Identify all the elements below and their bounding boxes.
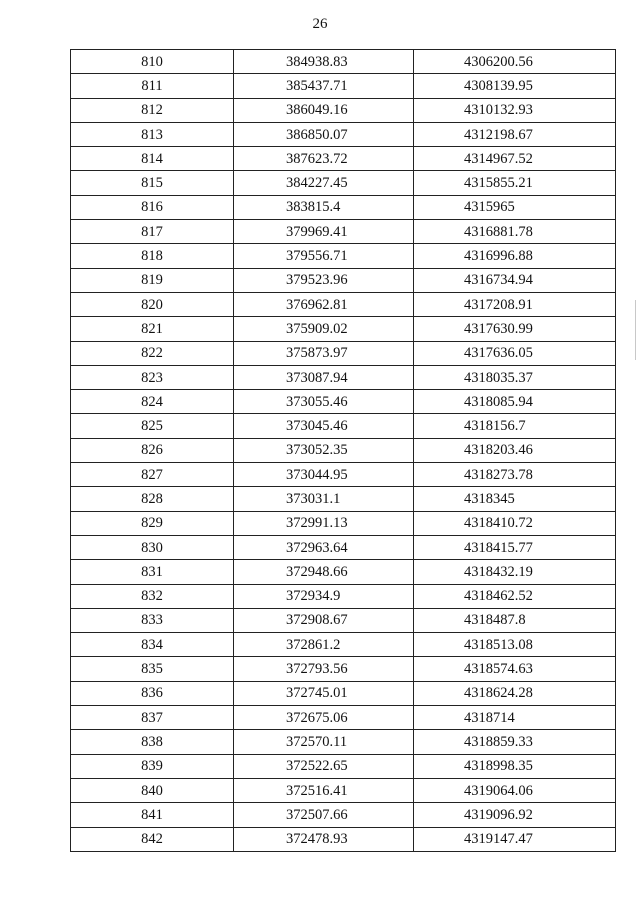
table-row	[71, 171, 616, 195]
x-coordinate-cell: 372522.65	[234, 754, 414, 778]
x-coordinate-cell: 373045.46	[234, 414, 414, 438]
table-row	[71, 560, 616, 584]
y-coordinate-cell: 4318345	[414, 487, 616, 511]
y-coordinate-cell: 4318432.19	[414, 560, 616, 584]
x-coordinate-cell: 372507.66	[234, 803, 414, 827]
x-coordinate-cell: 372934.9	[234, 584, 414, 608]
table-row	[71, 535, 616, 559]
coordinates-table-body	[71, 50, 616, 852]
point-number-cell: 839	[71, 754, 234, 778]
point-number-cell: 834	[71, 633, 234, 657]
y-coordinate-cell: 4318410.72	[414, 511, 616, 535]
point-number-cell: 829	[71, 511, 234, 535]
x-coordinate-cell: 372570.11	[234, 730, 414, 754]
table-row	[71, 292, 616, 316]
y-coordinate-cell: 4316996.88	[414, 244, 616, 268]
table-row	[71, 608, 616, 632]
point-number-cell: 813	[71, 122, 234, 146]
y-coordinate-cell: 4317630.99	[414, 317, 616, 341]
table-row	[71, 50, 616, 74]
x-coordinate-cell: 384227.45	[234, 171, 414, 195]
y-coordinate-cell: 4318487.8	[414, 608, 616, 632]
x-coordinate-cell: 379523.96	[234, 268, 414, 292]
y-coordinate-cell: 4319096.92	[414, 803, 616, 827]
x-coordinate-cell: 372861.2	[234, 633, 414, 657]
y-coordinate-cell: 4318035.37	[414, 365, 616, 389]
table-row	[71, 803, 616, 827]
x-coordinate-cell: 372948.66	[234, 560, 414, 584]
x-coordinate-cell: 372745.01	[234, 681, 414, 705]
y-coordinate-cell: 4318714	[414, 706, 616, 730]
x-coordinate-cell: 387623.72	[234, 147, 414, 171]
y-coordinate-cell: 4316734.94	[414, 268, 616, 292]
table-row	[71, 220, 616, 244]
point-number-cell: 835	[71, 657, 234, 681]
x-coordinate-cell: 386850.07	[234, 122, 414, 146]
table-row	[71, 754, 616, 778]
point-number-cell: 815	[71, 171, 234, 195]
y-coordinate-cell: 4318156.7	[414, 414, 616, 438]
table-row	[71, 244, 616, 268]
table-row	[71, 633, 616, 657]
table-row	[71, 827, 616, 851]
point-number-cell: 814	[71, 147, 234, 171]
point-number-cell: 819	[71, 268, 234, 292]
y-coordinate-cell: 4319147.47	[414, 827, 616, 851]
table-row	[71, 511, 616, 535]
point-number-cell: 820	[71, 292, 234, 316]
table-row	[71, 365, 616, 389]
table-row	[71, 317, 616, 341]
page-number: 26	[312, 16, 328, 32]
point-number-cell: 830	[71, 535, 234, 559]
point-number-cell: 811	[71, 74, 234, 98]
x-coordinate-cell: 376962.81	[234, 292, 414, 316]
table-row	[71, 681, 616, 705]
x-coordinate-cell: 386049.16	[234, 98, 414, 122]
point-number-cell: 836	[71, 681, 234, 705]
point-number-cell: 838	[71, 730, 234, 754]
point-number-cell: 842	[71, 827, 234, 851]
y-coordinate-cell: 4318085.94	[414, 390, 616, 414]
y-coordinate-cell: 4318574.63	[414, 657, 616, 681]
point-number-cell: 816	[71, 195, 234, 219]
x-coordinate-cell: 372675.06	[234, 706, 414, 730]
point-number-cell: 822	[71, 341, 234, 365]
y-coordinate-cell: 4306200.56	[414, 50, 616, 74]
y-coordinate-cell: 4314967.52	[414, 147, 616, 171]
point-number-cell: 828	[71, 487, 234, 511]
table-row	[71, 147, 616, 171]
table-row	[71, 487, 616, 511]
x-coordinate-cell: 383815.4	[234, 195, 414, 219]
table-row	[71, 657, 616, 681]
y-coordinate-cell: 4318859.33	[414, 730, 616, 754]
table-row	[71, 706, 616, 730]
point-number-cell: 832	[71, 584, 234, 608]
x-coordinate-cell: 372908.67	[234, 608, 414, 632]
point-number-cell: 831	[71, 560, 234, 584]
y-coordinate-cell: 4315965	[414, 195, 616, 219]
table-row	[71, 98, 616, 122]
y-coordinate-cell: 4310132.93	[414, 98, 616, 122]
x-coordinate-cell: 373031.1	[234, 487, 414, 511]
y-coordinate-cell: 4318513.08	[414, 633, 616, 657]
y-coordinate-cell: 4318415.77	[414, 535, 616, 559]
point-number-cell: 812	[71, 98, 234, 122]
table-row	[71, 414, 616, 438]
x-coordinate-cell: 372963.64	[234, 535, 414, 559]
x-coordinate-cell: 375873.97	[234, 341, 414, 365]
x-coordinate-cell: 373087.94	[234, 365, 414, 389]
x-coordinate-cell: 372516.41	[234, 778, 414, 802]
point-number-cell: 810	[71, 50, 234, 74]
x-coordinate-cell: 373044.95	[234, 463, 414, 487]
y-coordinate-cell: 4317636.05	[414, 341, 616, 365]
point-number-cell: 824	[71, 390, 234, 414]
y-coordinate-cell: 4317208.91	[414, 292, 616, 316]
table-row	[71, 778, 616, 802]
x-coordinate-cell: 375909.02	[234, 317, 414, 341]
y-coordinate-cell: 4318203.46	[414, 438, 616, 462]
point-number-cell: 827	[71, 463, 234, 487]
x-coordinate-cell: 372793.56	[234, 657, 414, 681]
x-coordinate-cell: 384938.83	[234, 50, 414, 74]
point-number-cell: 818	[71, 244, 234, 268]
scan-edge-mark	[635, 300, 636, 360]
point-number-cell: 823	[71, 365, 234, 389]
y-coordinate-cell: 4308139.95	[414, 74, 616, 98]
table-row	[71, 730, 616, 754]
point-number-cell: 821	[71, 317, 234, 341]
y-coordinate-cell: 4318624.28	[414, 681, 616, 705]
table-row	[71, 195, 616, 219]
point-number-cell: 817	[71, 220, 234, 244]
table-row	[71, 74, 616, 98]
x-coordinate-cell: 373055.46	[234, 390, 414, 414]
table-row	[71, 122, 616, 146]
table-row	[71, 438, 616, 462]
table-row	[71, 268, 616, 292]
point-number-cell: 840	[71, 778, 234, 802]
y-coordinate-cell: 4318998.35	[414, 754, 616, 778]
y-coordinate-cell: 4312198.67	[414, 122, 616, 146]
point-number-cell: 833	[71, 608, 234, 632]
table-row	[71, 584, 616, 608]
point-number-cell: 841	[71, 803, 234, 827]
x-coordinate-cell: 373052.35	[234, 438, 414, 462]
table-row	[71, 341, 616, 365]
point-number-cell: 837	[71, 706, 234, 730]
x-coordinate-cell: 379969.41	[234, 220, 414, 244]
y-coordinate-cell: 4318462.52	[414, 584, 616, 608]
table-row	[71, 390, 616, 414]
x-coordinate-cell: 372991.13	[234, 511, 414, 535]
x-coordinate-cell: 385437.71	[234, 74, 414, 98]
x-coordinate-cell: 379556.71	[234, 244, 414, 268]
y-coordinate-cell: 4315855.21	[414, 171, 616, 195]
point-number-cell: 825	[71, 414, 234, 438]
point-number-cell: 826	[71, 438, 234, 462]
y-coordinate-cell: 4316881.78	[414, 220, 616, 244]
table-row	[71, 463, 616, 487]
coordinates-table	[70, 49, 616, 852]
y-coordinate-cell: 4319064.06	[414, 778, 616, 802]
x-coordinate-cell: 372478.93	[234, 827, 414, 851]
y-coordinate-cell: 4318273.78	[414, 463, 616, 487]
